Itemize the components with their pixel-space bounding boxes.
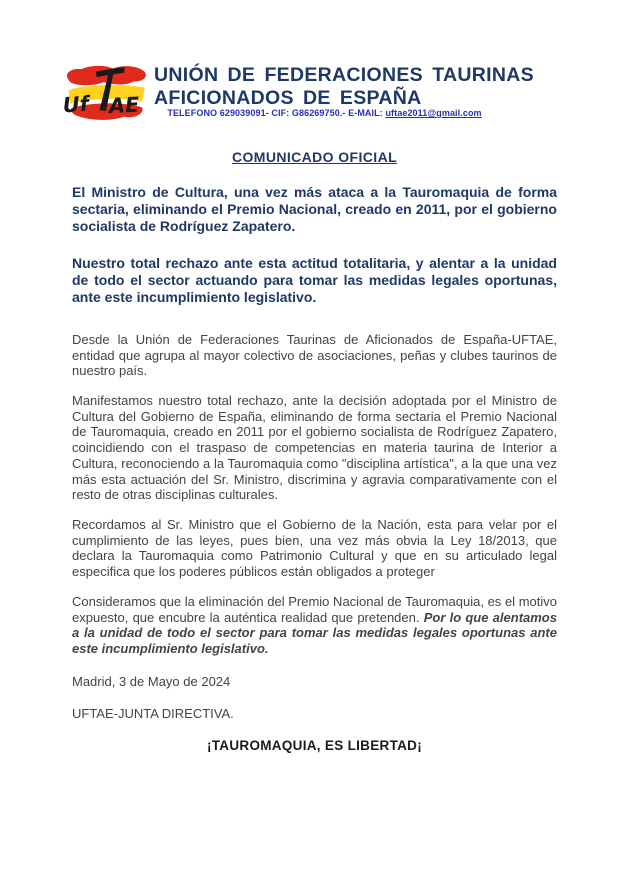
svg-text:AE: AE [108,92,140,119]
signature-line: UFTAE-JUNTA DIRECTIVA. [72,706,234,722]
closing-paragraph [72,594,557,657]
lead-paragraph-1: El Ministro de Cultura, una vez más ataca a la Tauromaquia de forma sectaria, eliminando el Premio Nacional, creado en 2011, por el gobierno socialista de Rodríguez Zapatero. [72,184,557,234]
document-title: COMUNICADO OFICIAL [231,149,398,165]
org-name-line2: AFICIONADOS DE ESPAÑA [154,87,422,109]
org-name-line1: UNIÓN DE FEDERACIONES TAURINAS [154,64,534,86]
letterhead [62,62,557,134]
lead-paragraph-2: Nuestro total rechazo ante esta actitud totalitaria, y alentar a la unidad de todo el sector actuando para tomar las medidas legales oportunas, ante este incumplimiento legislativo. [72,255,557,305]
closing-paragraph-emphasis: Por lo que alentamos a la unidad de todo el sector para tomar las medidas legales oportunas ante este incumplimiento legislativo. [72,609,557,656]
body-paragraph-1: Desde la Unión de Federaciones Taurinas de Aficionados de España-UFTAE, entidad que agrupa al mayor colectivo de asociaciones, peñas y clubes taurinos de nuestro país. [72,331,557,379]
svg-text:Uf: Uf [62,91,90,118]
slogan: ¡TAUROMAQUIA, ES LIBERTAD¡ [206,738,423,754]
org-name-block [150,62,534,110]
uftae-logo-icon [62,62,150,134]
dateline: Madrid, 3 de Mayo de 2024 [72,673,231,689]
body-paragraph-2: Manifestamos nuestro total rechazo, ante la decisión adoptada por el Ministro de Cultura del Gobierno de España, eliminando de forma sectaria el Premio Nacional de Tauromaquia, creado en 2011 por el gobierno socialista de Rodríguez Zapatero, coincidiendo con el traspaso de competencias en materia taurina de Interior a Cultura, reconociendo a la Tauromaquia como "disciplina artística", a la que una vez más esta actuación del Sr. Ministro, discrimina y agravia comparativamente con el resto de otras disciplinas culturales. [72,392,557,503]
communique-body [72,149,557,753]
closing-paragraph-lead: Consideramos que la eliminación del Premio Nacional de Tauromaquia, es el motivo expuesto, que encubre la auténtica realidad que pretenden. [72,593,557,625]
contact-info-text: TELEFONO 629039091- CIF: G86269750.- E-MAIL: [167,108,383,118]
body-paragraph-3: Recordamos al Sr. Ministro que el Gobierno de la Nación, esta para velar por el cumplimiento de las leyes, pues bien, una vez más obvia la Ley 18/2013, que declara la Tauromaquia como Patrimonio Cultural y que en su articulado legal especifica que los poderes públicos están obligados a proteger [72,516,557,580]
email-link[interactable]: uftae2011@gmail.com [385,108,482,118]
